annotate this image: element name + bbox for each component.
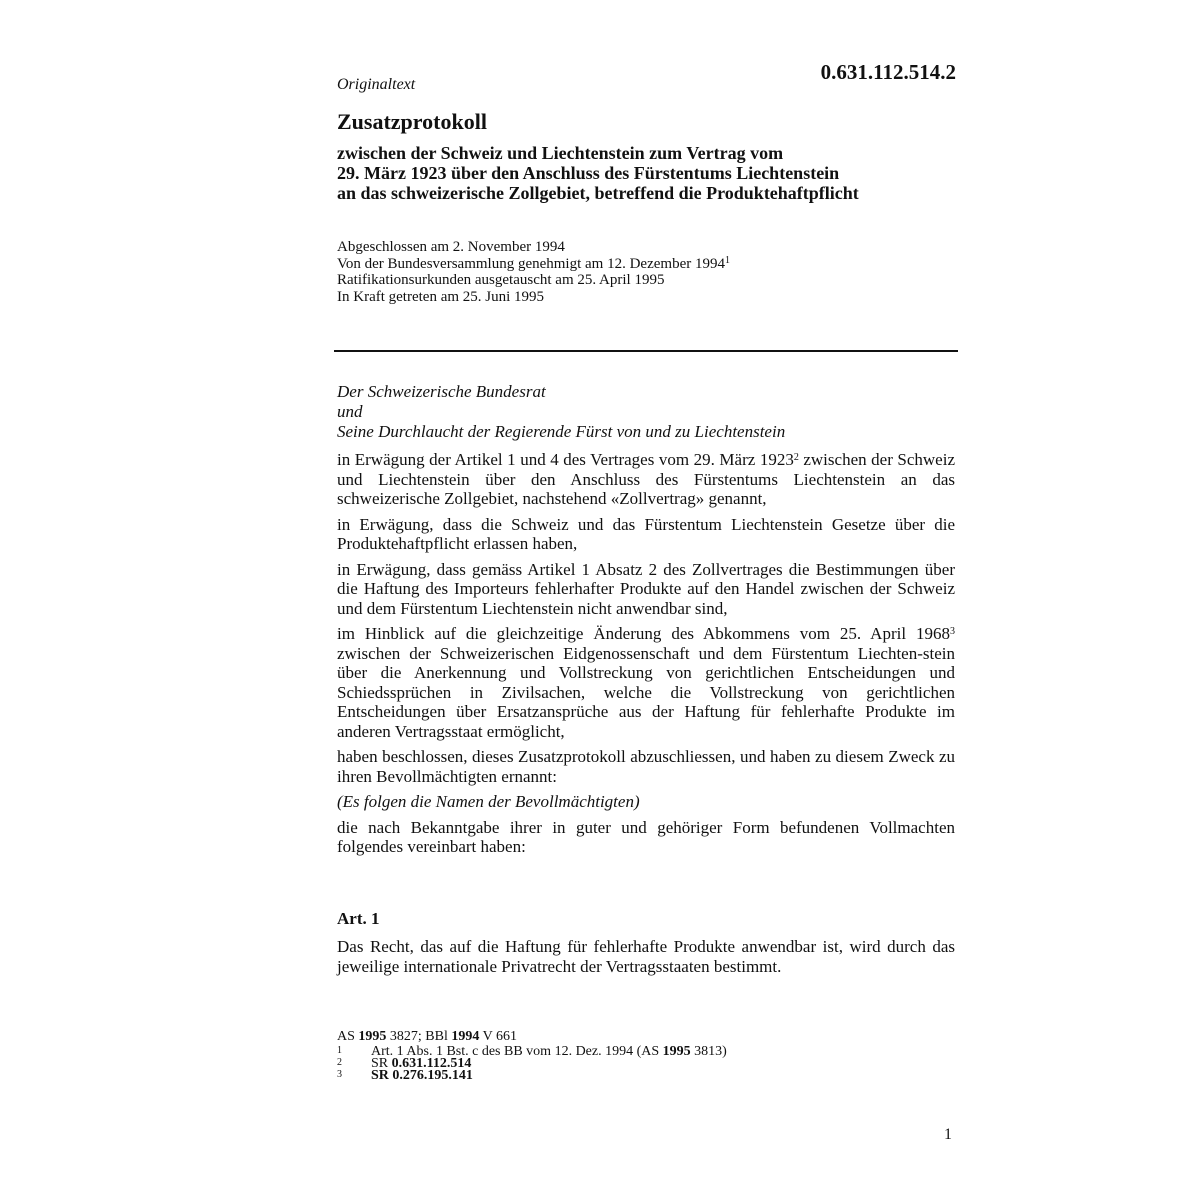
preamble-paragraph: in Erwägung, dass die Schweiz und das Fürstentum Liechtenstein Gesetze über die Produktehaftpflicht erlassen haben, — [337, 514, 955, 553]
footnote-number: 2 — [337, 1057, 342, 1068]
preamble-paragraph — [337, 450, 955, 509]
preamble-text: im Hinblick auf die gleichzeitige Änderung des Abkommens vom 25. April 1968 — [337, 624, 950, 643]
document-title: Zusatzprotokoll — [337, 109, 487, 134]
footnote-as — [337, 1029, 517, 1045]
subtitle-line: an das schweizerische Zollgebiet, betreffend die Produktehaftpflicht — [337, 183, 859, 203]
footnote-text: AS — [337, 1029, 359, 1044]
page-number: 1 — [944, 1126, 952, 1143]
footnote-number: 3 — [337, 1069, 342, 1080]
divider-rule — [334, 350, 958, 352]
date-abgeschlossen: Abgeschlossen am 2. November 1994 — [337, 239, 565, 255]
preamble-paragraph: in Erwägung, dass gemäss Artikel 1 Absatz 2 des Zollvertrages die Bestimmungen über die Haftung des Importeurs fehlerhafter Produkte auf den Handel zwischen der Schweiz und dem Fürstentum Liechtenstein nicht anwendbar sind, — [337, 559, 955, 618]
party-bundesrat: Der Schweizerische Bundesrat — [337, 382, 546, 401]
party-fuerst: Seine Durchlaucht der Regierende Fürst von und zu Liechtenstein — [337, 422, 786, 441]
footnote-text-part: Art. 1 Abs. 1 Bst. c des BB vom 12. Dez. 1994 (AS — [371, 1044, 663, 1059]
parties-block — [337, 382, 785, 442]
date-genehmigt — [337, 256, 730, 273]
preamble-text: in Erwägung der Artikel 1 und 4 des Vertrages vom 29. März 1923 — [337, 450, 794, 469]
party-und: und — [337, 402, 363, 421]
preamble-paragraph: die nach Bekanntgabe ihrer in guter und gehöriger Form befundenen Vollmachten folgendes vereinbart haben: — [337, 817, 955, 856]
preamble — [337, 450, 955, 863]
footnote-bold: 1995 — [662, 1044, 691, 1059]
footnote-link[interactable]: 0.631.112.514 — [391, 1056, 472, 1071]
article-text: Das Recht, das auf die Haftung für fehlerhafte Produkte anwendbar ist, wird durch das jeweilige internationale Privatrecht der Vertragsstaaten bestimmt. — [337, 937, 955, 976]
footnote-text-part: 3813) — [690, 1044, 727, 1059]
document-subtitle — [337, 143, 977, 203]
date-in-kraft: In Kraft getreten am 25. Juni 1995 — [337, 288, 545, 305]
footnote-text-part: SR — [371, 1056, 392, 1071]
footnote-ref-2[interactable]: 2 — [793, 452, 799, 463]
preamble-text: zwischen der Schweizerischen Eidgenossenschaft und dem Fürstentum Liechten-stein über die Anerkennung und Vollstreckung von gerichtlichen Entscheidungen und Schiedssprüchen in Zivilsachen, welche die Vollstreckung von gerichtlichen Entscheidungen über Ersatzansprüche aus der Haftung für fehlerhafte Produkte im anderen Vertragsstaat ermöglicht, — [337, 643, 955, 741]
article-heading: Art. 1 — [337, 909, 380, 928]
date-genehmigt-text: Von der Bundesversammlung genehmigt am 12. Dezember 1994 — [337, 255, 725, 272]
footnote-3 — [337, 1070, 517, 1082]
subtitle-line: zwischen der Schweiz und Liechtenstein zum Vertrag vom — [337, 143, 784, 163]
preamble-paragraph-italic: (Es folgen die Namen der Bevollmächtigten) — [337, 792, 640, 811]
footnote-text: V 661 — [479, 1029, 517, 1044]
sr-number: 0.631.112.514.2 — [820, 60, 956, 84]
subtitle-line: 29. März 1923 über den Anschluss des Fürstentums Liechtenstein — [337, 163, 840, 183]
footnote-text: 3827; BBl — [386, 1029, 452, 1044]
footnote-ref-1[interactable]: 1 — [724, 254, 730, 266]
footnote-text — [371, 1068, 473, 1084]
footnote-ref-3[interactable]: 3 — [950, 626, 955, 637]
dates-block — [337, 239, 730, 305]
preamble-text: zwischen der Schweiz und Liechtenstein über den Anschluss des Fürstentums Liechtenstein an das schweizerische Zollgebiet, nachstehend «Zollvertrag» genannt, — [337, 450, 955, 508]
preamble-paragraph — [337, 624, 955, 741]
date-ratifikation: Ratifikationsurkunden ausgetauscht am 25. April 1995 — [337, 272, 665, 288]
footnote-link[interactable]: SR 0.276.195.141 — [371, 1068, 473, 1083]
footnote-bold: 1995 — [358, 1029, 387, 1044]
footnote-number: 1 — [337, 1045, 342, 1056]
preamble-paragraph: haben beschlossen, dieses Zusatzprotokoll abzuschliessen, und haben zu diesem Zweck zu ihren Bevollmächtigten ernannt: — [337, 747, 955, 786]
footnotes — [337, 1029, 727, 1083]
footnote-bold: 1994 — [451, 1029, 480, 1044]
originaltext-label: Originaltext — [337, 76, 416, 93]
